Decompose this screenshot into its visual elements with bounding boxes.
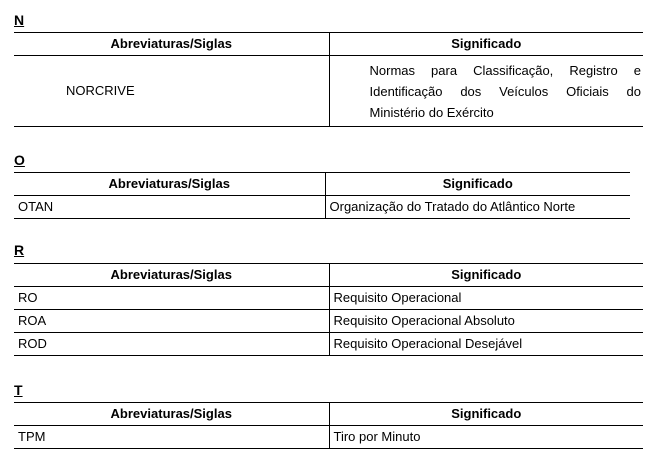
header-abbr: Abreviaturas/Siglas [14,403,329,426]
header-meaning: Significado [329,403,643,426]
table-row [14,426,643,449]
meaning-cell: Requisito Operacional [329,287,643,310]
table-o [14,172,630,219]
table-row [14,196,630,219]
section-letter-n: N [14,12,25,28]
header-meaning: Significado [329,33,643,56]
abbr-cell: RO [14,287,329,310]
section-letter-t: T [14,382,23,398]
header-abbr: Abreviaturas/Siglas [14,33,329,56]
abbr-cell: ROD [14,333,329,356]
meaning-cell: Tiro por Minuto [329,426,643,449]
table-header [14,264,643,287]
meaning-cell: Requisito Operacional Desejável [329,333,643,356]
meaning-cell: Requisito Operacional Absoluto [329,310,643,333]
abbr-cell: NORCRIVE [14,56,329,127]
section-letter-r: R [14,242,25,258]
table-row [14,310,643,333]
table-header [14,33,643,56]
header-abbr: Abreviaturas/Siglas [14,264,329,287]
table-header [14,403,643,426]
section-letter-o: O [14,152,25,168]
header-abbr: Abreviaturas/Siglas [14,173,325,196]
header-meaning: Significado [329,264,643,287]
meaning-cell: Organização do Tratado do Atlântico Norte [325,196,630,219]
table-row [14,287,643,310]
abbr-cell: OTAN [14,196,325,219]
header-meaning: Significado [325,173,630,196]
meaning-cell: Normas para Classificação, Registro e Identificação dos Veículos Oficiais do Ministério do Exército [329,56,643,127]
abbr-cell: ROA [14,310,329,333]
table-row [14,333,643,356]
table-header [14,173,630,196]
abbr-cell: TPM [14,426,329,449]
table-r [14,263,643,356]
table-t [14,402,643,449]
table-row [14,56,643,127]
table-n [14,32,643,127]
